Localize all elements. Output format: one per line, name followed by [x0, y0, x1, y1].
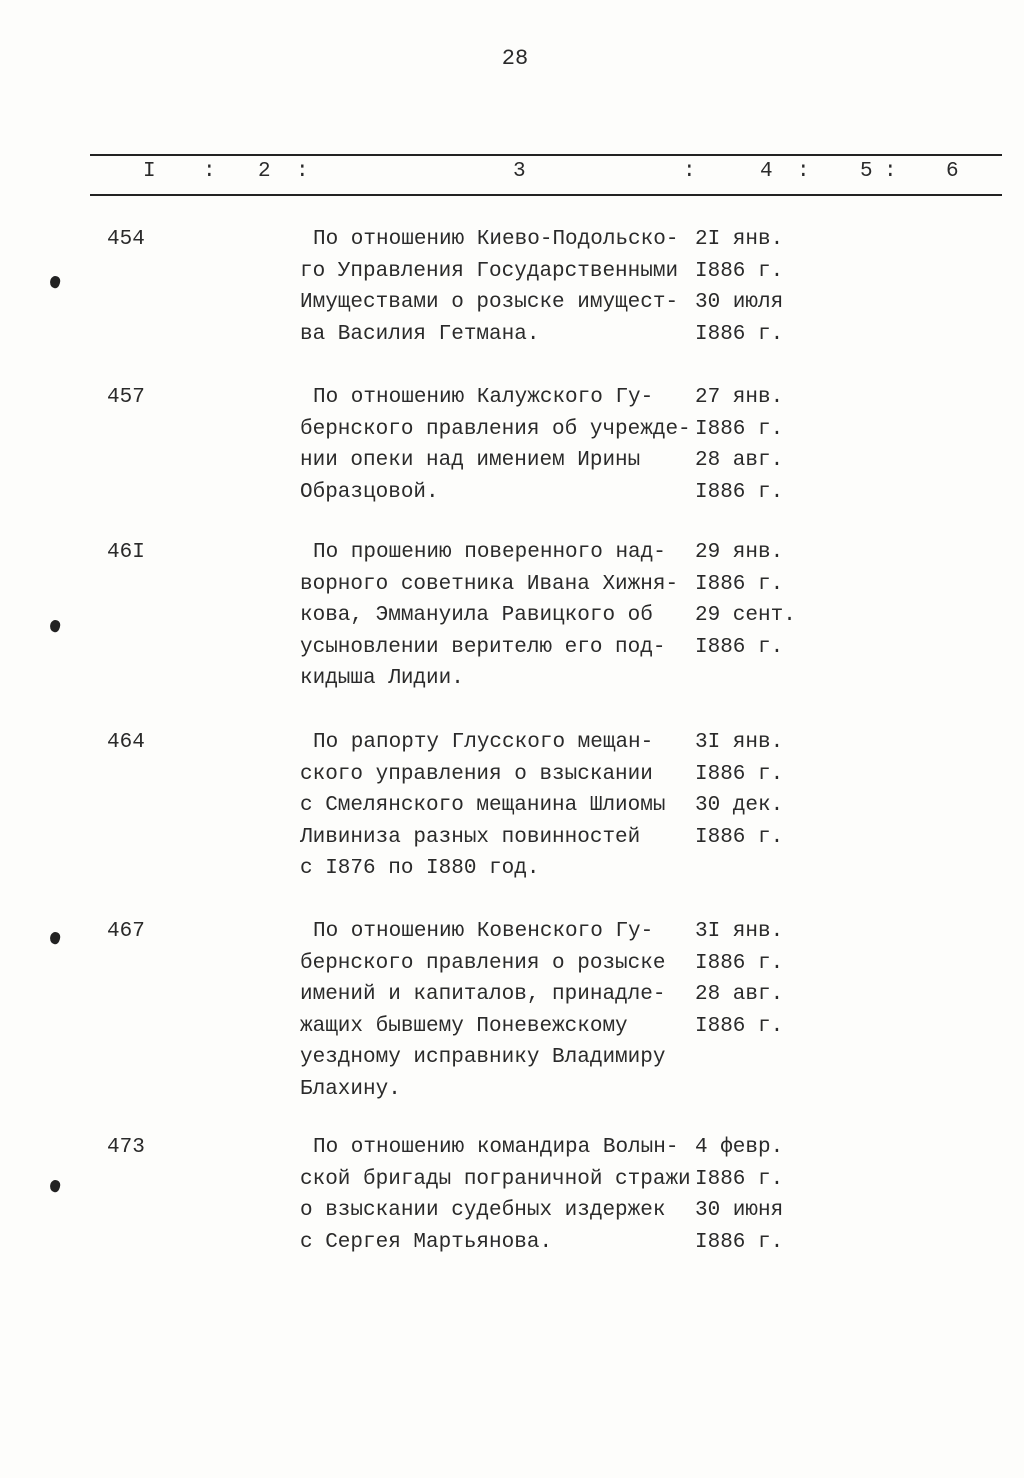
date-line: 29 янв.: [695, 541, 784, 564]
col-sep: :: [203, 160, 216, 183]
date-line: I886 г.: [695, 1167, 784, 1191]
date-line: I886 г.: [695, 480, 784, 504]
date-line: I886 г.: [695, 762, 784, 786]
description-line: Имуществами о розыске имущест-: [300, 291, 679, 314]
description-line: Блахину.: [300, 1077, 401, 1101]
entry-dates: [695, 916, 783, 1042]
page-number: 28: [501, 46, 529, 71]
entry-dates: [695, 1132, 783, 1258]
description-line: с I876 по I880 год.: [300, 857, 540, 880]
description-line: го Управления Государственными: [300, 259, 679, 283]
description-line: жащих бывшему Поневежскому: [300, 1014, 628, 1038]
entry-number: 46I: [107, 541, 145, 564]
date-line: I886 г.: [695, 572, 784, 596]
col-sep: :: [797, 160, 810, 183]
col-sep: :: [296, 160, 309, 183]
date-line: 30 июня: [695, 1199, 784, 1222]
date-line: 4 февр.: [695, 1136, 784, 1159]
date-line: 30 дек.: [695, 794, 784, 817]
date-line: I886 г.: [695, 1014, 784, 1038]
entry-dates: [695, 537, 796, 663]
date-line: I886 г.: [695, 322, 784, 346]
date-line: 28 авг.: [695, 983, 784, 1006]
header-bottom-rule: [90, 194, 1002, 196]
entry-number: 464: [107, 731, 145, 754]
entry-dates: [695, 727, 783, 853]
col-5: 5: [860, 160, 873, 183]
description-line: По отношению Киево-Подольско-: [313, 228, 679, 251]
punch-mark: [48, 275, 62, 290]
col-sep: :: [683, 160, 696, 183]
entry-number: 457: [107, 386, 145, 409]
description-line: По отношению Калужского Гу-: [313, 386, 654, 409]
entry-description: [300, 916, 665, 1105]
description-line: с Сергея Мартьянова.: [300, 1230, 553, 1254]
description-line: кидыша Лидии.: [300, 667, 464, 690]
description-line: имений и капиталов, принадле-: [300, 983, 666, 1006]
punch-mark: [48, 931, 62, 946]
description-line: По рапорту Глусского мещан-: [313, 731, 654, 754]
entry-dates: [695, 224, 783, 350]
description-line: усыновлении верителю его под-: [300, 635, 666, 659]
entry-number: 473: [107, 1136, 145, 1159]
entry-number: 454: [107, 228, 145, 251]
description-line: с Смелянского мещанина Шлиомы: [300, 794, 666, 817]
col-2: 2: [258, 160, 271, 183]
description-line: бернского правления о розыске: [300, 951, 666, 975]
entry-description: [300, 727, 665, 885]
description-line: о взыскании судебных издержек: [300, 1199, 666, 1222]
date-line: 28 авг.: [695, 449, 784, 472]
entry-description: [300, 382, 691, 508]
entry-description: [300, 224, 678, 350]
description-line: бернского правления об учрежде-: [300, 417, 691, 441]
entry-number: 467: [107, 920, 145, 943]
date-line: 2I янв.: [695, 228, 784, 251]
date-line: I886 г.: [695, 825, 784, 849]
col-3: 3: [513, 160, 526, 183]
col-1: I: [143, 160, 156, 183]
date-line: 30 июля: [695, 291, 784, 314]
description-line: ской бригады пограничной стражи: [300, 1167, 691, 1191]
date-line: I886 г.: [695, 1230, 784, 1254]
date-line: I886 г.: [695, 259, 784, 283]
description-line: ского управления о взыскании: [300, 762, 653, 786]
entry-description: [300, 1132, 691, 1258]
description-line: По прошению поверенного над-: [313, 541, 666, 564]
col-6: 6: [946, 160, 959, 183]
description-line: ва Василия Гетмана.: [300, 322, 540, 346]
date-line: I886 г.: [695, 951, 784, 975]
description-line: По отношению командира Волын-: [313, 1136, 679, 1159]
punch-mark: [48, 619, 62, 634]
entry-dates: [695, 382, 783, 508]
description-line: кова, Эммануила Равицкого об: [300, 604, 653, 627]
col-4: 4: [760, 160, 773, 183]
description-line: По отношению Ковенского Гу-: [313, 920, 654, 943]
description-line: Ливиниза разных повинностей: [300, 825, 641, 849]
date-line: 29 сент.: [695, 604, 796, 627]
description-line: уездному исправнику Владимиру: [300, 1046, 666, 1069]
date-line: 3I янв.: [695, 731, 784, 754]
punch-mark: [48, 1179, 62, 1194]
date-line: 3I янв.: [695, 920, 784, 943]
description-line: нии опеки над имением Ирины: [300, 449, 641, 472]
header-top-rule: [90, 154, 1002, 156]
description-line: ворного советника Ивана Хижня-: [300, 572, 679, 596]
col-sep: :: [884, 160, 897, 183]
entry-description: [300, 537, 678, 695]
description-line: Образцовой.: [300, 480, 439, 504]
date-line: I886 г.: [695, 417, 784, 441]
date-line: I886 г.: [695, 635, 784, 659]
date-line: 27 янв.: [695, 386, 784, 409]
